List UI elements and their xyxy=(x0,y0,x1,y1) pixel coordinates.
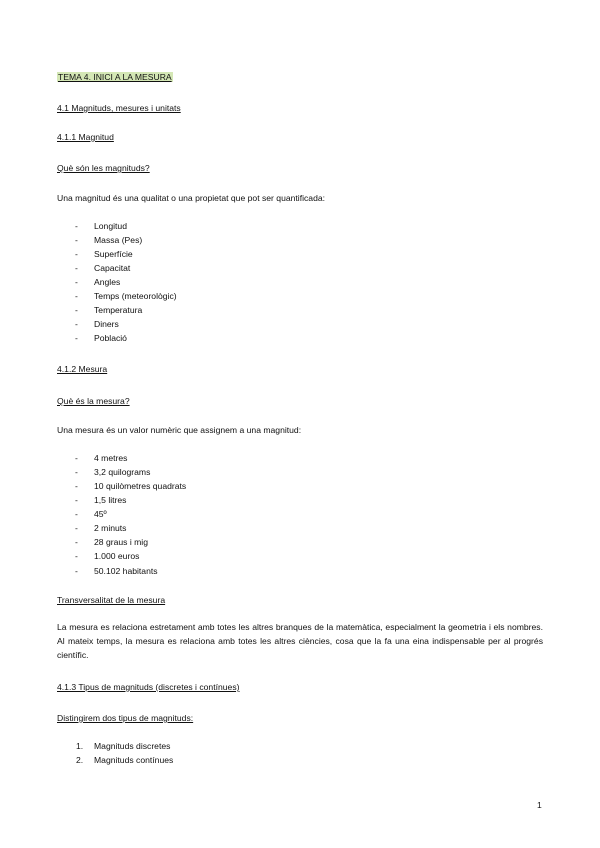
definition-mesura: Una mesura és un valor numèric que assignem a una magnitud: xyxy=(57,425,302,435)
question-mesura: Què és la mesura? xyxy=(57,396,130,406)
list-bullet: - xyxy=(75,305,78,315)
list-bullet: - xyxy=(75,566,78,576)
list-item: Temps (meteorològic) xyxy=(94,291,177,301)
list-bullet: - xyxy=(75,509,78,519)
list-item: 1.000 euros xyxy=(94,551,140,561)
list-bullet: - xyxy=(75,537,78,547)
list-bullet: - xyxy=(75,263,78,273)
list-item: Capacitat xyxy=(94,263,131,273)
section-heading-4-1-3: 4.1.3 Tipus de magnituds (discretes i contínues) xyxy=(57,682,240,692)
list-item: Angles xyxy=(94,277,121,287)
list-item: 28 graus i mig xyxy=(94,537,148,547)
list-bullet: - xyxy=(75,453,78,463)
list-bullet: - xyxy=(75,481,78,491)
list-number: 1. xyxy=(76,741,84,751)
list-item: Superfície xyxy=(94,249,133,259)
list-item: Massa (Pes) xyxy=(94,235,143,245)
list-bullet: - xyxy=(75,249,78,259)
list-item: 50.102 habitants xyxy=(94,566,158,576)
section-heading-4-1-1: 4.1.1 Magnitud xyxy=(57,132,114,142)
list-item: 45º xyxy=(94,509,107,519)
list-item: Longitud xyxy=(94,221,127,231)
list-item: Població xyxy=(94,333,127,343)
page-number: 1 xyxy=(537,800,542,810)
title-text: TEMA 4. INICI A LA MESURA xyxy=(58,72,172,82)
list-item: Temperatura xyxy=(94,305,143,315)
section-heading-4-1: 4.1 Magnituds, mesures i unitats xyxy=(57,103,181,113)
list-bullet: - xyxy=(75,319,78,329)
list-bullet: - xyxy=(75,333,78,343)
list-bullet: - xyxy=(75,495,78,505)
transversalitat-heading: Transversalitat de la mesura xyxy=(57,595,166,605)
section-heading-4-1-2: 4.1.2 Mesura xyxy=(57,364,108,374)
list-bullet: - xyxy=(75,551,78,561)
list-item: Magnituds contínues xyxy=(94,755,174,765)
list-bullet: - xyxy=(75,467,78,477)
list-item: Magnituds discretes xyxy=(94,741,171,751)
list-number: 2. xyxy=(76,755,84,765)
list-item: 3,2 quilograms xyxy=(94,467,151,477)
list-item: 1,5 litres xyxy=(94,495,127,505)
list-item: 4 metres xyxy=(94,453,128,463)
document-title xyxy=(57,72,173,83)
list-bullet: - xyxy=(75,291,78,301)
list-item: 2 minuts xyxy=(94,523,127,533)
question-magnituds: Què són les magnituds? xyxy=(57,163,150,173)
list-item: 10 quilòmetres quadrats xyxy=(94,481,187,491)
definition-magnitud: Una magnitud és una qualitat o una propietat que pot ser quantificada: xyxy=(57,193,326,203)
list-bullet: - xyxy=(75,523,78,533)
transversalitat-paragraph: La mesura es relaciona estretament amb totes les altres branques de la matemàtica, especialment la geometria i els nombres. Al mateix temps, la mesura es relaciona amb totes les altres ciències, cosa que la fa una eina indispensable per al progrés científic. xyxy=(57,622,543,660)
list-bullet: - xyxy=(75,277,78,287)
list-bullet: - xyxy=(75,221,78,231)
list-bullet: - xyxy=(75,235,78,245)
list-item: Diners xyxy=(94,319,119,329)
distingirem-text: Distingirem dos tipus de magnituds: xyxy=(57,713,194,723)
